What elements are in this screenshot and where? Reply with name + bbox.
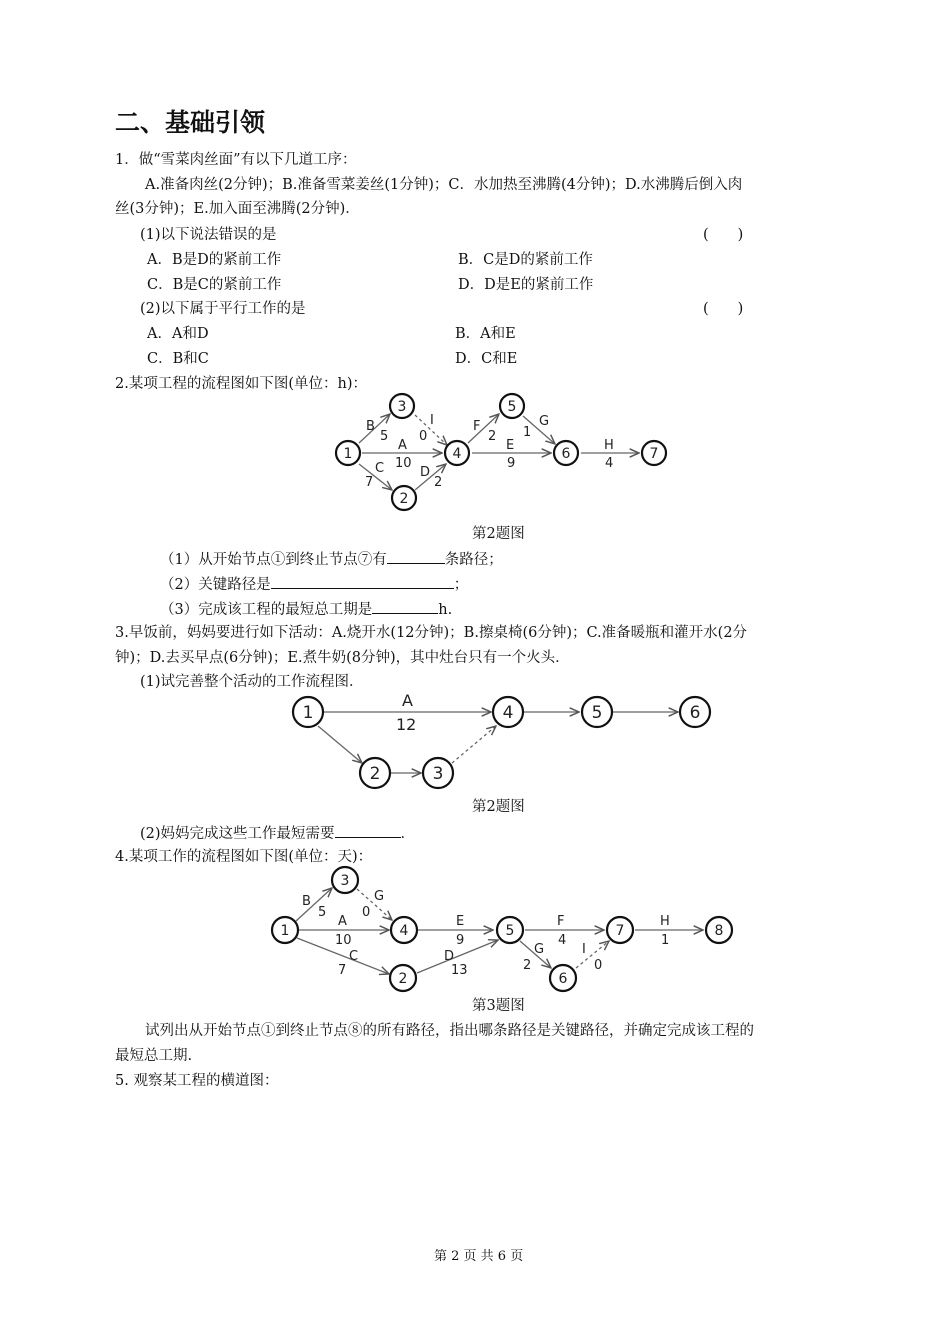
q4-caption: 第3题图 [472, 998, 525, 1014]
q1-sub2-option-d: D．C和E [455, 351, 518, 367]
q2-part2 [160, 573, 468, 595]
q2-part2-blank[interactable] [271, 573, 454, 589]
q4-label-b: B [302, 894, 311, 909]
q4-label-c: C [349, 949, 359, 964]
q3-edge-1-2 [318, 726, 362, 763]
q4-edge-i-dummy [576, 941, 609, 968]
q1-sub1-option-c: C．B是C的紧前工作 [147, 277, 282, 293]
q3-sub2-pre: (2)妈妈完成这些工作最短需要 [140, 826, 335, 842]
q2-part2-post: ； [453, 577, 469, 593]
q3-node-1 [293, 697, 323, 727]
q4-node-1 [272, 917, 298, 943]
q4-label-a: A [338, 914, 347, 929]
q2-label-h: H [604, 438, 614, 453]
svg-text:2: 2 [398, 971, 408, 987]
q1-steps-line1: A.准备肉丝(2分钟)；B.准备雪菜姜丝(1分钟)；C．水加热至沸腾(4分钟)；D.水沸腾后倒入肉 [145, 177, 743, 193]
q2-node-4 [445, 441, 469, 465]
q1-sub2-option-a: A．A和D [147, 326, 209, 342]
q1-sub1-option-d: D．D是E的紧前工作 [458, 277, 594, 293]
q3-node-3 [423, 758, 453, 788]
svg-text:4: 4 [452, 446, 462, 462]
q2-part1-pre: （1）从开始节点①到终止节点⑦有 [160, 552, 387, 568]
q3-intro-line1: 3.早饭前，妈妈要进行如下活动：A.烧开水(12分钟)；B.擦桌椅(6分钟)；C.准备暖瓶和灌开水(2分 [115, 625, 748, 641]
q1-sub2-answer-paren: ( ) [703, 301, 744, 317]
q4-node-3 [332, 867, 358, 893]
q4-label-e-weight: 9 [456, 933, 465, 948]
q2-label-f: F [473, 419, 481, 434]
q2-part3 [160, 598, 452, 620]
q4-label-e: E [456, 914, 465, 929]
q2-label-d: D [420, 465, 431, 480]
svg-text:2: 2 [399, 491, 409, 507]
q3-edge-3-4-dummy [452, 726, 496, 763]
q4-label-g2: G [534, 942, 545, 957]
q3-label-a: A [402, 691, 413, 710]
q1-intro: 1．做“雪菜肉丝面”有以下几道工序： [115, 152, 357, 168]
q2-part3-pre: （3）完成该工程的最短总工期是 [160, 602, 373, 618]
q3-caption: 第2题图 [472, 799, 525, 815]
q4-label-h: H [660, 914, 670, 929]
q4-label-g1-weight: 0 [362, 905, 371, 920]
q3-node-4 [493, 697, 523, 727]
q2-label-c: C [375, 461, 385, 476]
q4-label-d-weight: 13 [451, 963, 468, 978]
q2-part1-blank[interactable] [387, 548, 445, 564]
q1-sub2-option-b: B．A和E [455, 326, 516, 342]
q2-label-h-weight: 4 [605, 456, 614, 471]
svg-text:5: 5 [507, 399, 517, 415]
q3-node-6 [680, 697, 710, 727]
q4-label-a-weight: 10 [335, 933, 352, 948]
q4-node-6 [550, 965, 576, 991]
svg-text:6: 6 [561, 446, 571, 462]
q2-node-1 [336, 441, 360, 465]
q2-part3-blank[interactable] [372, 598, 438, 614]
q4-label-c-weight: 7 [338, 963, 347, 978]
svg-text:8: 8 [714, 923, 724, 939]
q4-node-4 [391, 917, 417, 943]
q2-label-d-weight: 2 [434, 475, 443, 490]
q3-node-2 [360, 758, 390, 788]
svg-text:3: 3 [397, 399, 407, 415]
q4-label-i: I [582, 942, 586, 957]
q2-label-a: A [398, 438, 407, 453]
svg-text:6: 6 [558, 971, 568, 987]
q1-steps-line2: 丝(3分钟)；E.加入面至沸腾(2分钟)． [115, 201, 360, 217]
q4-label-f: F [557, 914, 565, 929]
q3-intro-line2: 钟)；D.去买早点(6分钟)；E.煮牛奶(8分钟)，其中灶台只有一个火头． [115, 650, 570, 666]
q2-caption: 第2题图 [472, 526, 525, 542]
svg-text:3: 3 [340, 873, 350, 889]
q2-node-6 [554, 441, 578, 465]
q2-label-i: I [430, 413, 434, 428]
q2-label-c-weight: 7 [365, 475, 374, 490]
q3-sub1: (1)试完善整个活动的工作流程图． [140, 674, 364, 690]
q4-label-b-weight: 5 [318, 905, 327, 920]
q2-label-f-weight: 2 [488, 429, 497, 444]
q2-label-b-weight: 5 [380, 429, 389, 444]
q2-part3-post: h. [438, 602, 453, 618]
svg-text:1: 1 [302, 703, 314, 723]
svg-text:4: 4 [502, 703, 514, 723]
svg-text:4: 4 [399, 923, 409, 939]
q1-sub1-stem: (1)以下说法错误的是 [140, 227, 277, 243]
page-footer: 第 2 页 共 6 页 [434, 1249, 524, 1264]
q2-node-2 [392, 486, 416, 510]
q1-sub1-option-b: B．C是D的紧前工作 [458, 252, 593, 268]
q2-label-a-weight: 10 [395, 456, 412, 471]
q2-label-g: G [539, 414, 550, 429]
q4-node-8 [706, 917, 732, 943]
q4-label-h-weight: 1 [661, 933, 670, 948]
q2-label-i-weight: 0 [419, 429, 428, 444]
q1-sub2-option-c: C．B和C [147, 351, 209, 367]
q2-node-5 [500, 394, 524, 418]
q4-label-f-weight: 4 [558, 933, 567, 948]
section-title: 二、基础引领 [115, 108, 266, 137]
q2-part2-pre: （2）关键路径是 [160, 577, 271, 593]
q1-sub1-option-a: A．B是D的紧前工作 [147, 252, 282, 268]
q4-node-2 [390, 965, 416, 991]
q4-label-i-weight: 0 [594, 958, 603, 973]
q4-label-g2-weight: 2 [523, 958, 532, 973]
q4-task-line2: 最短总工期. [115, 1048, 193, 1064]
q4-task-line1: 试列出从开始节点①到终止节点⑧的所有路径，指出哪条路径是关键路径，并确定完成该工程的 [145, 1023, 754, 1039]
q2-node-7 [642, 441, 666, 465]
q4-intro: 4.某项工作的流程图如下图(单位：天)： [115, 849, 373, 865]
q4-label-d: D [444, 949, 455, 964]
q4-label-g1: G [374, 889, 385, 904]
q2-label-e: E [506, 438, 515, 453]
q5-intro: 5. 观察某工程的横道图： [115, 1073, 279, 1089]
q2-label-b: B [366, 419, 375, 434]
svg-text:1: 1 [280, 923, 290, 939]
svg-text:1: 1 [343, 446, 353, 462]
q2-node-3 [390, 394, 414, 418]
q2-part1 [160, 548, 503, 570]
q2-part1-post: 条路径； [444, 552, 503, 568]
q3-node-5 [582, 697, 612, 727]
svg-text:7: 7 [615, 923, 625, 939]
q3-sub2-blank[interactable] [335, 822, 401, 838]
q2-label-g-weight: 1 [523, 425, 532, 440]
svg-text:7: 7 [649, 446, 659, 462]
q1-sub2-stem: (2)以下属于平行工作的是 [140, 301, 306, 317]
q1-sub1-answer-paren: ( ) [703, 227, 744, 243]
q3-label-a-weight: 12 [396, 715, 417, 734]
svg-text:6: 6 [689, 703, 701, 723]
svg-text:5: 5 [505, 923, 515, 939]
svg-text:2: 2 [369, 764, 381, 784]
q4-node-5 [497, 917, 523, 943]
q2-label-e-weight: 9 [507, 456, 516, 471]
q3-sub2 [140, 822, 415, 844]
q4-node-7 [607, 917, 633, 943]
q2-intro: 2.某项工程的流程图如下图(单位：h)： [115, 376, 367, 392]
svg-text:3: 3 [432, 764, 444, 784]
svg-text:5: 5 [591, 703, 603, 723]
q3-sub2-post: ． [400, 826, 416, 842]
